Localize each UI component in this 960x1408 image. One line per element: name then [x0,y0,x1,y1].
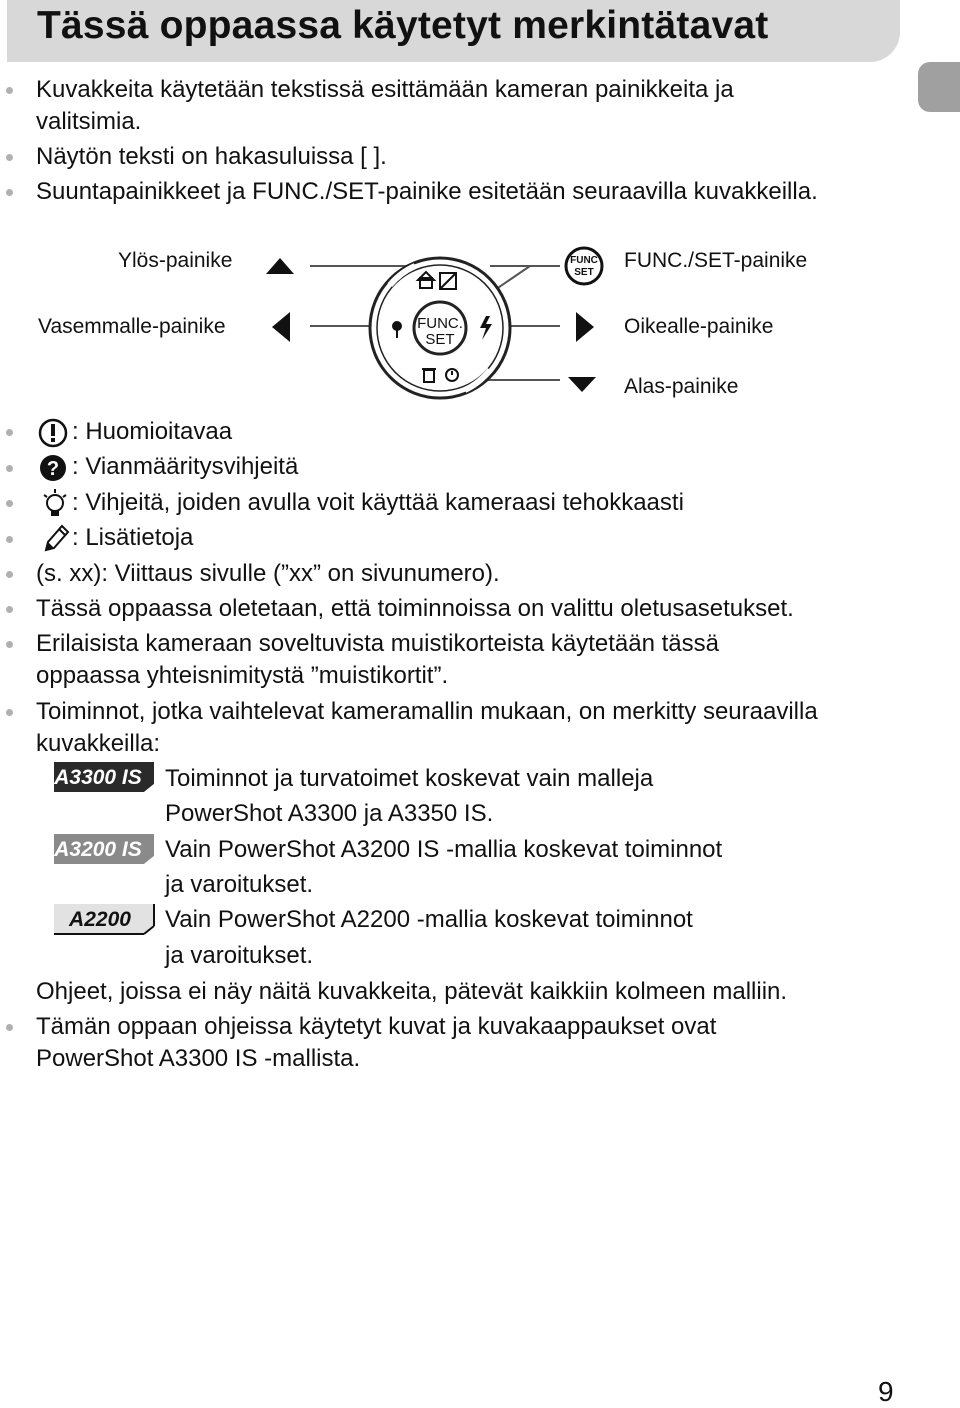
badge-a3300-label: A3300 IS [54,766,142,789]
model-badge-a3300 [52,760,156,794]
right-arrow-icon [576,312,594,342]
page-reference-note: (s. xx): Viittaus sivulle (”xx” on sivunumero). [36,560,500,587]
intro-line-1: Kuvakkeita käytetään tekstissä esittämään kameran painikkeita ja [36,76,734,103]
bullet [6,189,13,196]
up-arrow-icon [266,258,294,274]
dial-func-label: FUNC. [417,315,463,332]
bullet [6,606,13,613]
page-number: 9 [878,1376,894,1407]
tips-icon [40,487,70,519]
title-bar [7,0,900,62]
tips-label: : Vihjeitä, joiden avulla voit käyttää kameraasi tehokkaasti [72,489,684,516]
model-a3200-line-1: Vain PowerShot A3200 IS -mallia koskevat toiminnot [165,836,723,863]
badge-a2200-label: A2200 [69,908,131,931]
down-button-label: Alas-painike [624,375,739,398]
svg-text:SET: SET [574,267,594,278]
troubleshoot-label: : Vianmääritysvihjeitä [72,453,299,480]
bullet [6,536,13,543]
model-a3200-line-2: ja varoitukset. [165,871,314,898]
caution-label: : Huomioitavaa [72,418,233,445]
models-note-cont: kuvakkeilla: [36,730,161,757]
page-title: Tässä oppaassa käytetyt merkintätavat [37,4,769,47]
bullet [6,429,13,436]
svg-text:FUNC: FUNC [570,255,598,266]
left-button-label: Vasemmalle-painike [38,315,226,338]
left-arrow-icon [272,312,290,342]
model-badge-a2200 [52,902,156,936]
bullet [6,641,13,648]
model-a3300-line-1: Toiminnot ja turvatoimet koskevat vain malleja [165,765,654,792]
down-arrow-icon [568,377,596,392]
pencil-icon [40,522,70,554]
model-a3300-line-2: PowerShot A3300 ja A3350 IS. [165,800,494,827]
intro-line-2: Näytön teksti on hakasuluissa [ ]. [36,143,387,170]
bullet [6,465,13,472]
up-button-label: Ylös-painike [118,249,233,272]
chapter-tab [918,62,960,112]
func-set-button-label: FUNC./SET-painike [624,249,808,272]
memory-cards-note: Erilaisista kameraan soveltuvista muistikorteista käytetään tässä [36,630,719,657]
dial-set-label: SET [425,331,455,348]
svg-text:?: ? [46,458,60,480]
images-note: Tämän oppaan ohjeissa käytetyt kuvat ja kuvakaappaukset ovat [36,1013,717,1040]
bullet [6,154,13,161]
bullet [6,87,13,94]
bullet [6,1024,13,1031]
bullet [6,709,13,716]
intro-line-1-cont: valitsimia. [36,108,142,135]
bullet [6,500,13,507]
model-a2200-line-1: Vain PowerShot A2200 -mallia koskevat toiminnot [165,906,693,933]
models-note: Toiminnot, jotka vaihtelevat kameramallin mukaan, on merkitty seuraavilla [36,698,818,725]
troubleshoot-icon [38,453,68,483]
caution-icon [38,418,68,448]
defaults-note: Tässä oppaassa oletetaan, että toiminnoissa on valittu oletusasetukset. [36,595,794,622]
info-label: : Lisätietoja [72,524,194,551]
model-badge-a3200 [52,832,156,866]
all-models-note: Ohjeet, joissa ei näy näitä kuvakkeita, pätevät kaikkiin kolmeen malliin. [36,978,788,1005]
right-button-label: Oikealle-painike [624,315,774,338]
images-note-cont: PowerShot A3300 IS -mallista. [36,1045,361,1072]
badge-a3200-label: A3200 IS [54,838,142,861]
memory-cards-note-cont: oppaassa yhteisnimitystä ”muistikortit”. [36,662,449,689]
control-dial [370,258,510,398]
func-set-icon [566,248,602,284]
model-a2200-line-2: ja varoitukset. [165,942,314,969]
bullet [6,571,13,578]
intro-line-3: Suuntapainikkeet ja FUNC./SET-painike esitetään seuraavilla kuvakkeilla. [36,178,818,205]
